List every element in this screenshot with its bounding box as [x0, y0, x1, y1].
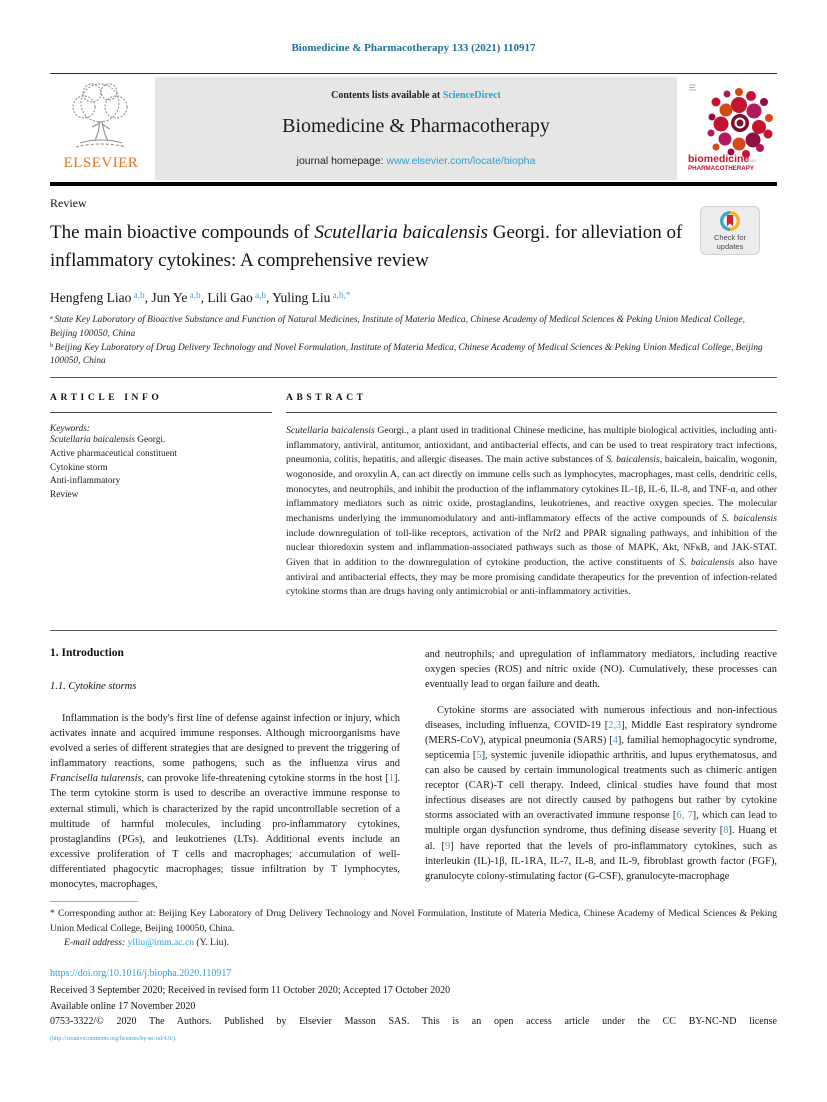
abstract-text: Scutellaria baicalensis Georgi., a plant used in traditional Chinese medicine, has multiple biological activities, including anti-inflammatory, antiviral, antitumor, antioxidant, and antibacterial effects, and can be used to treat respiratory tract infections, pneumonia, colitis, hepatitis, and allergic diseases. The main active substances of S. baicalensis, baicalein, baicalin, wogonin, wogonoside, and oroxylin A, can act directly on immune cells such as lymphocytes, macrophages, mast cells, dendritic cells, monocytes, and neutrophils, and inhibit the production of the inflammatory cytokines IL-1β, IL-6, IL-8, and TNF-α, and other inflammatory mediators such as nitric oxide, prostaglandins, leukotrienes, and reactive oxygen species. The molecular mechanisms underlying the immunomodulatory and anti-inflammatory effects of the active compounds of S. baicalensis include downregulation of toll-like receptors, activation of the Nrf2 and PPAR signaling pathways, and inhibition of the nuclear thioredoxin system and inflammation-associated pathways such as those of MAPK, Akt, NFκB, and JAK-STAT. Given that in addition to the downregulation of cytokine production, the active constituents of S. baicalensis also have antiviral and antibacterial effects, they may be more promising candidate therapeutics for the prevention of infection-related cytokine storms than are drugs having only antimicrobial or anti-inflammatory activities. [286, 425, 778, 598]
divider [50, 630, 777, 631]
cover-title-and: AND [748, 158, 757, 163]
email-link[interactable]: ylliu@imm.ac.cn [127, 937, 194, 948]
footnote-text: * Corresponding author at: Beijing Key Laboratory of Drug Delivery Technology and Novel Formulation, Institute of Materia Medica, Chinese Academy of Medical Sciences & Peking Union Medical College, Beijing 100050, China. [50, 908, 777, 934]
header-bottom-rule [50, 182, 777, 186]
received-dates: Received 3 September 2020; Received in revised form 11 October 2020; Accepted 17 October 2020 [50, 985, 451, 996]
article-info-column [50, 393, 272, 503]
sciencedirect-link[interactable]: ScienceDirect [442, 90, 501, 101]
affiliation-a: $^a$ State Key Laboratory of Bioactive Substance and Function of Natural Medicines, Institute of Materia Medica, Chinese Academy of Medical Sciences & Peking Union Medical College, Beijing 100050, China [50, 314, 745, 339]
check-for-updates-icon [719, 210, 741, 232]
citation-link[interactable]: 4 [612, 734, 618, 746]
body-paragraph: Cytokine storms are associated with numerous infectious and non-infectious diseases, including influenza, COVID-19 [2,3], Middle East respiratory syndrome (MERS-CoV), atypical pneumonia (SARS) [4], familial hemophagocytic syndrome, septicemia [5], systemic juvenile idiopathic arthritis, and lupus erythematosus, and can also be caused by certain immunological treatments such as chimeric antigen receptor (CAR)-T cell therapy. Indeed, clinical studies have found that most infectious diseases are not directly caused by pathogens but rather by cytokine storms associated with an overactivated immune response [6, 7], which can lead to multiple organ dysfunction syndrome, thus defining disease severity [8]. Huang et al. [9] have reported that the levels of pro-inflammatory cytokines, such as interleukin (IL)-1β, IL-1RA, IL-7, IL-8, and IL-9, fibroblast growth factor (FGF), granulocyte colony-stimulating factor (G-CSF), granulocyte-macrophage [425, 704, 778, 882]
doi-link[interactable]: https://doi.org/10.1016/j.biopha.2020.110917 [50, 968, 232, 979]
citation-link[interactable]: 1 [388, 773, 394, 785]
divider [50, 377, 777, 378]
abstract-column [286, 393, 777, 600]
elsevier-wordmark: ELSEVIER [63, 155, 139, 171]
citation-link[interactable]: 6, 7 [676, 810, 693, 822]
body-column-right [425, 647, 777, 894]
divider [50, 73, 777, 74]
journal-header [50, 77, 777, 180]
body-paragraph: and neutrophils; and upregulation of inflammatory mediators, including reactive oxygen species (ROS) and nitric oxide (NO). Cumulatively, these processes can eventually lead to organ failure and death. [425, 649, 777, 691]
journal-reference: Biomedicine & Pharmacotherapy 133 (2021) 110917 [291, 42, 536, 54]
affiliations [50, 314, 770, 369]
citation-link[interactable]: 9 [444, 840, 451, 852]
corresponding-author-footnote [50, 907, 777, 951]
affiliation-b: $^b$ Beijing Key Laboratory of Drug Delivery Technology and Novel Formulation, Institute of Materia Medica, Chinese Academy of Medical Sciences & Peking Union Medical College, Beijing 100050, China [50, 341, 763, 367]
citation-link[interactable]: 5 [476, 749, 482, 761]
keyword: Cytokine storm [50, 462, 108, 473]
contents-line [155, 90, 677, 101]
keyword: Review [50, 490, 79, 501]
cover-title-line1: biomedicine [688, 153, 750, 165]
cc-license-link[interactable]: (http://creativecommons.org/licenses/by-nc-nd/4.0/). [50, 1036, 177, 1042]
cover-logo-mark [689, 85, 696, 90]
cover-title-line2: PHARMACOTHERAPY [688, 165, 755, 172]
journal-cover-thumbnail[interactable] [680, 77, 777, 180]
article-type-label: Review [50, 196, 87, 210]
journal-title: Biomedicine & Pharmacotherapy [282, 115, 550, 137]
divider [286, 412, 777, 413]
badge-line2: updates [716, 241, 744, 251]
badge-line1: Check for [713, 233, 747, 242]
article-title: The main bioactive compounds of Scutellaria baicalensis Georgi. for alleviation of inflammatory cytokines: A comprehensive review [50, 222, 683, 271]
citation-link[interactable]: 2,3 [608, 719, 622, 731]
keyword: Anti-inflammatory [50, 476, 121, 487]
journal-homepage-link[interactable]: www.elsevier.com/locate/biopha [386, 155, 536, 167]
copyright-line: 0753-3322/© 2020 The Authors. Published by Elsevier Masson SAS. This is an open access article under the CC BY-NC-ND license [50, 1016, 777, 1027]
elsevier-logo [50, 77, 152, 180]
keyword: Scutellaria baicalensis Georgi. [50, 435, 166, 445]
homepage-line [155, 155, 677, 167]
divider [50, 412, 272, 413]
author-list: Hengfeng Liao $^{a,b}$, Jun Ye $^{a,b}$, Lili Gao $^{a,b}$, Yuling Liu $^{a,b,*}$ [50, 289, 351, 305]
cover-flower-art [708, 88, 774, 158]
check-for-updates-label [714, 234, 746, 251]
journal-banner [155, 77, 677, 180]
body-column-left [50, 647, 400, 903]
abstract-heading: ABSTRACT [286, 393, 367, 403]
body-paragraph: Inflammation is the body's first line of defense against infection or injury, which activates innate and acquired immune responses. Although microorganisms have evolved a series of different strategies that are designed to prevent the triggering of inflammatory reactions, some pathogens, such as the influenza virus and Francisella tularensis, can provoke life-threatening cytokine storms in the host [1]. The term cytokine storm is used to describe an overactive immune response to external stimuli, which is characterized by the rapid uncontrollable secretion of a multitude of harmful molecules, including pro-inflammatory cytokines, prostaglandins (PGs), and leukotrienes (LTs). Additional events include an excessive proliferation of T cells and macrophages; accumulation of well-differentiated phagocytic macrophages; tissue infiltration by T lymphocytes, monocytes, macrophages, [50, 713, 400, 891]
subsection-heading-cytokine-storms: 1.1. Cytokine storms [50, 681, 137, 692]
article-info-heading: ARTICLE INFO [50, 393, 163, 403]
keyword: Active pharmaceutical constituent [50, 448, 178, 459]
citation-link[interactable]: 8 [723, 825, 729, 837]
elsevier-tree-icon [62, 77, 140, 157]
footnote-rule [50, 901, 138, 902]
homepage-prefix: journal homepage: [296, 155, 387, 167]
contents-prefix: Contents lists available at [331, 90, 443, 101]
keywords-label: Keywords: [50, 424, 90, 434]
available-online: Available online 17 November 2020 [50, 1001, 196, 1012]
check-for-updates-badge[interactable] [700, 206, 760, 255]
section-heading-introduction: 1. Introduction [50, 647, 124, 659]
email-line: E-mail address: ylliu@imm.ac.cn (Y. Liu). [64, 937, 229, 948]
